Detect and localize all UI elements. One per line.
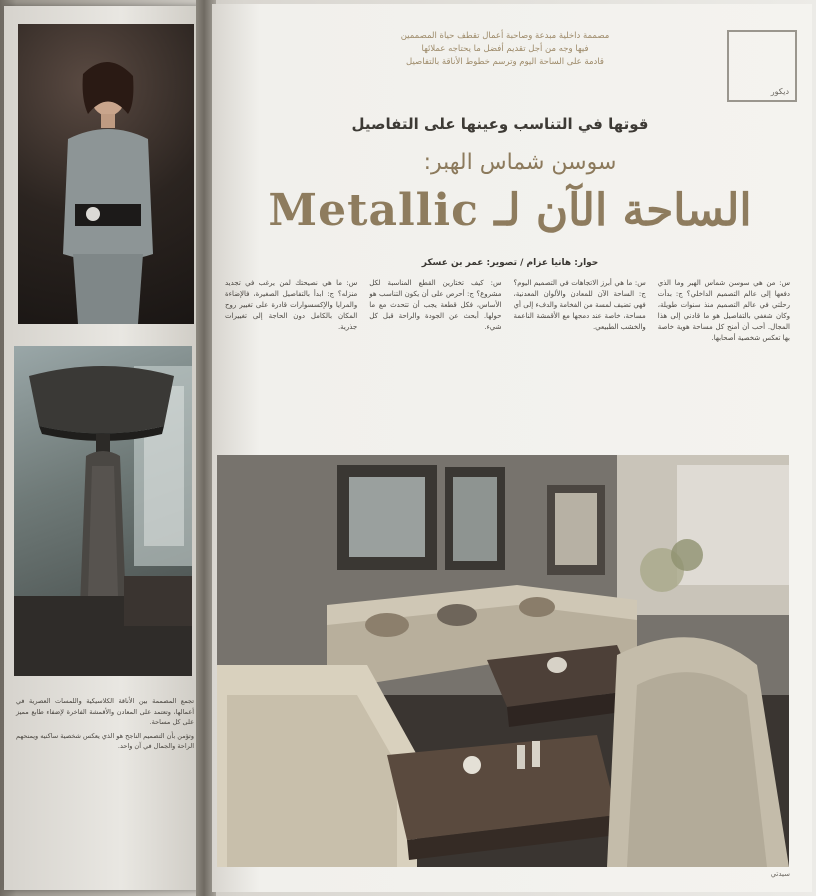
article-credits: حوار: هانيا عزام / تصوير: عمر بن عسكر [421,258,599,268]
left-paragraph: وتؤمن بأن التصميم الناجح هو الذي يعكس شخصية ساكنيه ويمنحهم الراحة والجمال في آن واحد. [16,731,194,750]
left-page-text [16,696,194,755]
portrait-photo [18,24,194,324]
lamp-illustration [14,346,192,676]
lamp-photo [14,346,192,676]
intro-line: فيها وجه من أجل تقديم أفضل ما يحتاجه عملائها [421,44,589,54]
section-label: ديكور [770,87,789,96]
intro-line: قادمة على الساحة اليوم وترسم خطوط الأناقة بالتفاصيل [406,57,604,67]
text-column: س: كيف تختارين القطع المناسبة لكل مشروع؟ ج: أحرص على أن يكون التناسب هو الأساس، فكل قطعة يجب أن تتحدث مع ما حولها. أبحث عن الجودة والراحة قبل كل شيء. [369,279,502,331]
article-headline: الساحة الآن لـ Metallic [268,185,752,236]
text-column: س: من هي سوسن شماس الهبر وما الذي دفعها إلى عالم التصميم الداخلي؟ ج: بدأت رحلتي في عالم التصميم منذ سنوات طويلة، وكان شغفي بالتفاصيل هو ما قادني إلى هذا المجال. أحب أن أمنح كل مساحة هوية خاصة بها تعكس شخصية أصحابها. [657,279,790,342]
living-room-photo [217,455,789,867]
article-kicker: قوتها في التناسب وعينها على التفاصيل [351,115,649,133]
text-column: س: ما هي نصيحتك لمن يرغب في تجديد منزله؟ ج: ابدأ بالتفاصيل الصغيرة، فالإضاءة والمرايا والإكسسوارات قادرة على تغيير روح المكان بالكامل دون الحاجة إلى تغييرات جذرية. [225,279,358,331]
woman-figure [53,54,163,324]
left-paragraph: تجمع المصممة بين الأناقة الكلاسيكية واللمسات العصرية في أعمالها، وتعتمد على المعادن والأقمشة الفاخرة لإضفاء طابع مميز على كل مساحة. [16,697,194,726]
left-page [4,6,200,890]
intro-line: مصممة داخلية مبدعة وصاحبة أعمال تقطف حياة المصممين [400,31,610,41]
intro-paragraph [300,30,710,69]
article-subhead: سوسن شماس الهبر: [423,150,617,175]
article-columns [225,278,790,453]
section-box [727,30,797,102]
text-column: س: ما هي أبرز الاتجاهات في التصميم اليوم؟ ج: الساحة الآن للمعادن والألوان المعدنية، فهي تضيف لمسة من الفخامة والدفء إلى أي مساحة، خاصة عند دمجها مع الأقمشة الناعمة والخشب الطبيعي. [513,279,646,331]
living-room-illustration [217,455,789,867]
page-footer: سيدتي [770,870,790,878]
